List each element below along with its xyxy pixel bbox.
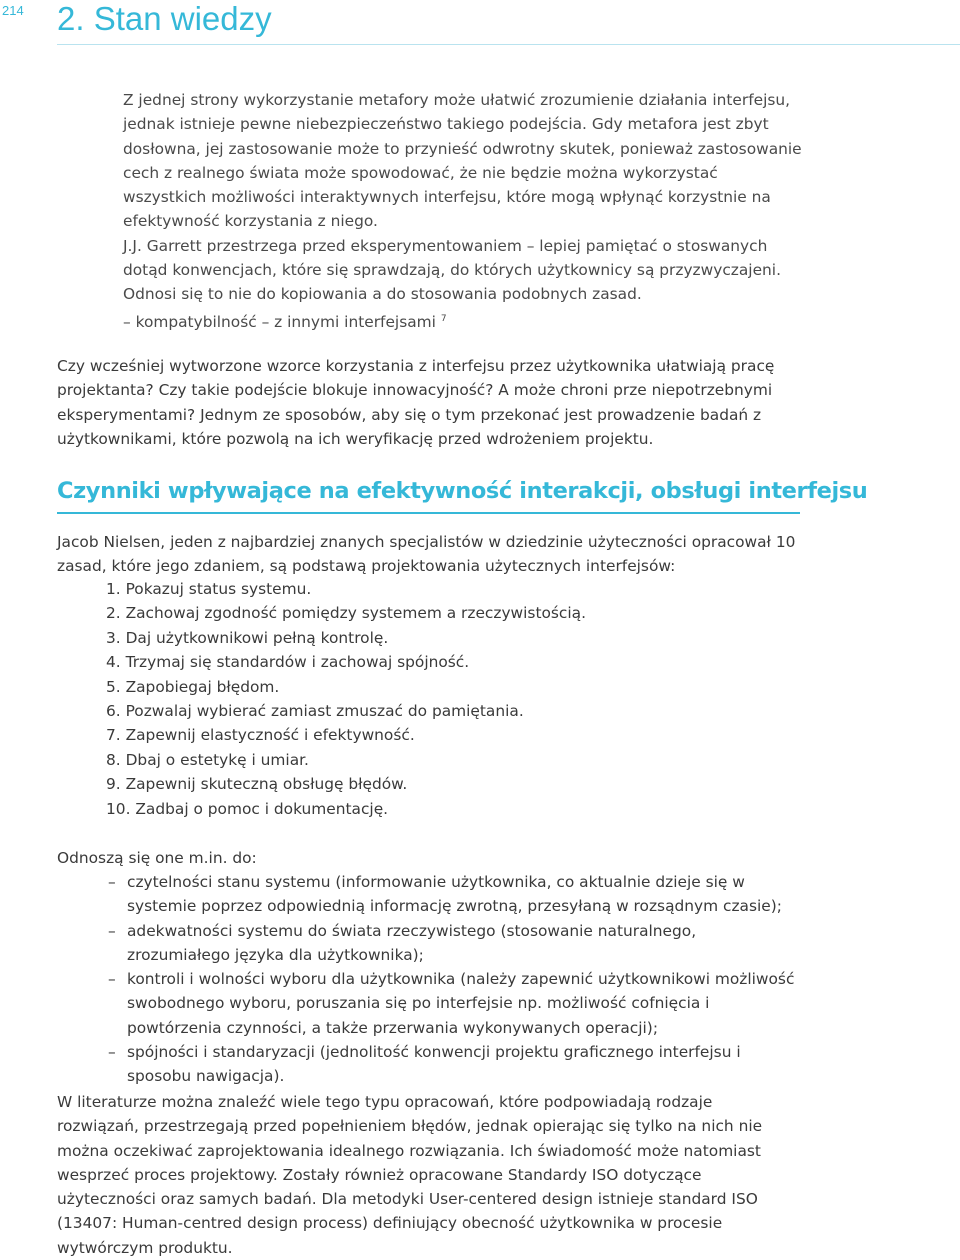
- dash-list-item: [57, 919, 802, 968]
- dash-bullet: –: [108, 873, 116, 891]
- section-heading: Czynniki wpływające na efektywność interakcji, obsługi interfejsu: [57, 478, 868, 504]
- dash-item-text: kontroli i wolności wyboru dla użytkownika (należy zapewnić użytkownikowi możliwość swobodnego wyboru, poruszania się po interfejsie np. możliwość cofnięcia i powtórzenia czynności, a także przerwania wykonywanych operacji);: [127, 970, 795, 1037]
- chapter-divider: [57, 44, 960, 45]
- closing-paragraph: W literaturze można znaleźć wiele tego typu opracowań, które podpowiadają rodzaje rozwiązań, przestrzegają przed popełnieniem błędów, jednak opierając się tylko na nich nie można oczekiwać zaprojektowania idealnego rozwiązania. Ich świadomość może natomiast wesprzeć proces projektowy. Zostały również opracowane Standardy ISO dotyczące użyteczności oraz samych badań. Dla metodyki User-centered design istnieje standard ISO (13407: Human-centred design process) definiujący obecność użytkownika w procesie wytwórczym produktu.: [57, 1093, 763, 1257]
- principle-item: 10. Zadbaj o pomoc i dokumentację.: [106, 799, 389, 818]
- dash-list-item: [57, 967, 802, 1040]
- questions-paragraph-block: [57, 354, 797, 451]
- quote-paragraph-metaphor: Z jednej strony wykorzystanie metafory może ułatwić zrozumienie działania interfejsu, jednak istnieje pewne niebezpieczeństwo takiego podejścia. Gdy metafora jest zbyt dosłowna, jej zastosowanie może to przynieść odwrotny skutek, ponieważ zastosowanie cech z realnego świata może spowodować, że nie będzie można wykorzystać wszystkich możliwości interaktywnych interfejsu, które mogą wpłynąć korzystnie na efektywność korzystania z niego.: [123, 91, 802, 231]
- dash-list-item: [57, 870, 802, 919]
- dash-item-text: spójności i standaryzacji (jednolitość konwencji projektu graficznego interfejsu i sposobu nawigacja).: [127, 1043, 741, 1086]
- chapter-title: 2. Stan wiedzy: [57, 0, 272, 37]
- nielsen-intro-paragraph: Jacob Nielsen, jeden z najbardziej znanych specjalistów w dziedzinie użyteczności opracował 10 zasad, które jego zdaniem, są podstawą projektowania użytecznych interfejsów:: [57, 533, 796, 576]
- principle-item: 8. Dbaj o estetykę i umiar.: [106, 750, 309, 769]
- principle-item: 6. Pozwalaj wybierać zamiast zmuszać do pamiętania.: [106, 702, 524, 721]
- metaphor-quote-block: [123, 88, 803, 334]
- principle-item: 5. Zapobiegaj błędom.: [106, 677, 280, 696]
- principle-item: 2. Zachowaj zgodność pomiędzy systemem a rzeczywistością.: [106, 604, 586, 623]
- principle-item: 1. Pokazuj status systemu.: [106, 580, 312, 598]
- attribution-text: – kompatybilność – z innymi interfejsami: [123, 312, 436, 331]
- principle-item: 9. Zapewnij skuteczną obsługę błędów.: [106, 775, 408, 794]
- nielsen-intro-block: [57, 530, 802, 579]
- principle-item: 4. Trzymaj się standardów i zachowaj spójność.: [106, 653, 470, 672]
- refers-to-line: Odnoszą się one m.in. do:: [57, 849, 257, 867]
- dash-list-item: [57, 1040, 802, 1089]
- principle-item: 7. Zapewnij elastyczność i efektywność.: [106, 726, 415, 745]
- dash-bullet: –: [108, 970, 116, 989]
- quote-attribution: [123, 307, 803, 334]
- dash-bullet: –: [108, 921, 116, 940]
- refers-to-block: [57, 846, 797, 870]
- questions-paragraph: Czy wcześniej wytworzone wzorce korzystania z interfejsu przez użytkownika ułatwiają pracę projektanta? Czy takie podejście blokuje innowacyjność? A może chroni prze niepotrzebnymi eksperymentami? Jednym ze sposobów, aby się o tym przekonać jest prowadzenie badań z użytkownikami, które pozwolą na ich weryfikację przed wdrożeniem projektu.: [57, 357, 775, 448]
- nielsen-principles-list: [57, 577, 586, 821]
- usability-aspects-list: [57, 870, 802, 1089]
- quote-paragraph-garrett: J.J. Garrett przestrzega przed eksperymentowaniem – lepiej pamiętać o stoswanych dotąd konwencjach, które się sprawdzają, do których użytkownicy są przyzwyczajeni. Odnosi się to nie do kopiowania a do stosowania podobnych zasad.: [123, 236, 781, 304]
- dash-bullet: –: [108, 1043, 116, 1062]
- principle-item: 3. Daj użytkownikowi pełną kontrolę.: [106, 628, 389, 647]
- dash-item-text: adekwatności systemu do świata rzeczywistego (stosowanie naturalnego, zrozumiałego języka dla użytkownika);: [127, 921, 697, 964]
- page-number: 214: [2, 3, 24, 18]
- dash-item-text: czytelności stanu systemu (informowanie użytkownika, co aktualnie dzieje się w systemie poprzez odpowiednią informację zwrotną, przesyłaną w rozsądnym czasie);: [127, 873, 782, 916]
- footnote-reference: 7: [440, 313, 447, 324]
- section-heading-underline: [57, 512, 800, 514]
